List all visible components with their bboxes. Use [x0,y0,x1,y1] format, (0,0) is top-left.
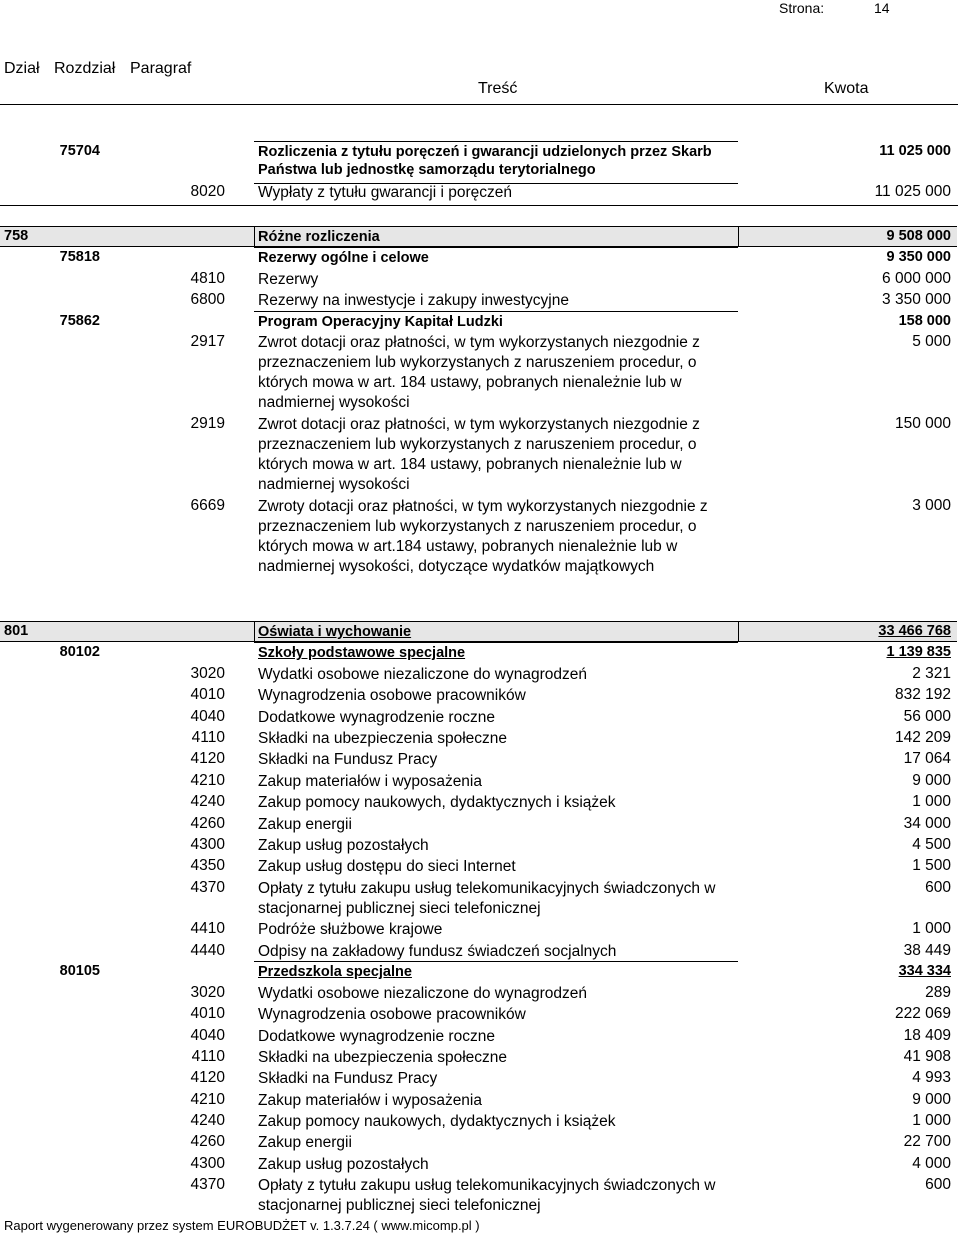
row-description: Wynagrodzenia osobowe pracowników [258,1006,526,1023]
page-number-value: 14 [874,0,890,16]
row-amount: 4 000 [912,1155,951,1172]
row-amount: 9 350 000 [886,249,951,265]
row-description: Zakup energii [258,816,352,833]
paragraf-code: 2917 [190,333,225,350]
rozdzial-code: 75704 [59,143,100,159]
paragraf-code: 4810 [190,270,225,287]
rozdzial-divider [254,961,738,962]
row-amount: 222 069 [894,1005,951,1022]
paragraf-code: 4300 [190,836,225,853]
row-description: Zakup usług pozostałych [258,837,429,854]
row-amount: 158 000 [898,313,951,329]
column-separator [254,622,255,641]
rozdzial-code: 75862 [59,313,100,329]
row-description: Zwrot dotacji oraz płatności, w tym wykorzystanych niezgodnie z przeznaczeniem lub wykorzystanych z naruszeniem procedur, o których mowa w art. 184 ustawy, pobranych nienależnie lub w nadmiernej wysokości [258,334,700,411]
column-separator [738,622,739,641]
row-description: Opłaty z tytułu zakupu usług telekomunikacyjnych świadczonych w stacjonarnej publicznej sieci telefonicznej [258,880,716,917]
row-description: Składki na ubezpieczenia społeczne [258,730,508,747]
row-amount: 1 000 [912,920,951,937]
row-amount: 6 000 000 [882,270,951,287]
row-description: Zakup materiałów i wyposażenia [258,773,482,790]
row-description: Zakup usług dostępu do sieci Internet [258,858,516,875]
paragraf-code: 4370 [190,1176,225,1193]
dzial-code: 801 [4,623,29,639]
section-divider [254,183,738,184]
row-description: Dodatkowe wynagrodzenie roczne [258,1028,495,1045]
paragraf-code: 4210 [190,1091,225,1108]
header-divider [0,104,958,105]
paragraf-code: 4110 [191,729,225,746]
row-amount: 4 500 [912,836,951,853]
rozdzial-code: 80105 [59,963,100,979]
column-separator [254,227,255,246]
row-amount: 38 449 [903,942,951,959]
header-paragraf: Paragraf [130,60,192,77]
row-description: Wynagrodzenia osobowe pracowników [258,687,526,704]
rozdzial-divider [254,642,738,643]
paragraf-code: 4240 [190,1112,225,1129]
row-description: Oświata i wychowanie [258,624,412,640]
row-description: Zakup pomocy naukowych, dydaktycznych i książek [258,794,616,811]
paragraf-code: 4410 [190,920,225,937]
paragraf-code: 6669 [190,497,225,514]
row-description: Zwroty dotacji oraz płatności, w tym wykorzystanych niezgodnie z przeznaczeniem lub wykorzystanych z naruszeniem procedur, o których mowa w art.184 ustawy, pobranych nienależnie lub w nadmiernej wysokości, dotyczące wydatków majątkowych [258,498,708,575]
row-amount: 9 000 [912,772,951,789]
paragraf-code: 4040 [190,1027,225,1044]
paragraf-code: 4300 [190,1155,225,1172]
row-amount: 334 334 [898,963,951,979]
row-description: Wydatki osobowe niezaliczone do wynagrodzeń [258,666,587,683]
paragraf-code: 4370 [190,879,225,896]
row-amount: 3 000 [912,497,951,514]
row-description: Opłaty z tytułu zakupu usług telekomunikacyjnych świadczonych w stacjonarnej publicznej sieci telefonicznej [258,1177,716,1214]
paragraf-code: 4260 [190,815,225,832]
paragraf-code: 4260 [190,1133,225,1150]
row-amount: 18 409 [903,1027,951,1044]
paragraf-code: 4040 [190,708,225,725]
row-description: Rezerwy ogólne i celowe [258,250,429,266]
paragraf-code: 8020 [190,183,225,200]
row-description: Zakup energii [258,1134,352,1151]
row-description: Wypłaty z tytułu gwarancji i poręczeń [258,184,512,201]
row-amount: 5 000 [912,333,951,350]
paragraf-code: 6800 [190,291,225,308]
header-dzial: Dział [4,60,40,77]
row-description: Odpisy na zakładowy fundusz świadczeń socjalnych [258,943,617,960]
row-description: Składki na Fundusz Pracy [258,1070,438,1087]
row-amount: 142 209 [894,729,951,746]
row-description: Zwrot dotacji oraz płatności, w tym wykorzystanych niezgodnie z przeznaczeniem lub wykorzystanych z naruszeniem procedur, o których mowa w art. 184 ustawy, pobranych nienależnie lub w nadmiernej wysokości [258,416,700,493]
paragraf-code: 4240 [190,793,225,810]
section-divider [0,205,958,206]
row-description: Zakup usług pozostałych [258,1156,429,1173]
row-description: Podróże służbowe krajowe [258,921,443,938]
row-description: Program Operacyjny Kapitał Ludzki [258,314,503,330]
row-description: Dodatkowe wynagrodzenie roczne [258,709,495,726]
page-number [0,0,960,16]
header-rozdzial: Rozdział [54,60,116,77]
row-description: Rozliczenia z tytułu poręczeń i gwarancji udzielonych przez Skarb Państwa lub jednostkę samorządu terytorialnego [258,144,712,178]
row-description: Składki na ubezpieczenia społeczne [258,1049,508,1066]
row-amount: 150 000 [894,415,951,432]
row-description: Zakup materiałów i wyposażenia [258,1092,482,1109]
page-label: Strona: [779,0,825,16]
paragraf-code: 3020 [190,665,225,682]
row-amount: 34 000 [903,815,951,832]
row-description: Rezerwy na inwestycje i zakupy inwestycyjne [258,292,569,309]
row-amount: 11 025 000 [879,143,951,159]
paragraf-code: 4010 [190,1005,225,1022]
row-amount: 11 025 000 [874,183,951,200]
header-tresc: Treść [478,80,518,97]
row-amount: 3 350 000 [882,291,951,308]
row-amount: 1 139 835 [886,644,951,660]
paragraf-code: 4120 [190,750,225,767]
row-description: Składki na Fundusz Pracy [258,751,438,768]
paragraf-code: 4440 [190,942,225,959]
paragraf-code: 4350 [190,857,225,874]
row-amount: 1 000 [912,793,951,810]
row-description: Rezerwy [258,271,319,288]
paragraf-code: 3020 [190,984,225,1001]
row-amount: 1 000 [912,1112,951,1129]
row-amount: 33 466 768 [878,623,951,639]
row-amount: 1 500 [912,857,951,874]
row-description: Różne rozliczenia [258,229,380,245]
row-amount: 9 000 [912,1091,951,1108]
row-description: Wydatki osobowe niezaliczone do wynagrodzeń [258,985,587,1002]
row-amount: 9 508 000 [886,228,951,244]
row-amount: 600 [925,1176,951,1193]
row-description: Przedszkola specjalne [258,964,412,980]
row-amount: 832 192 [894,686,951,703]
row-amount: 17 064 [903,750,951,767]
row-description: Szkoły podstawowe specjalne [258,645,466,661]
paragraf-code: 4210 [190,772,225,789]
header-kwota: Kwota [824,80,869,97]
column-separator [738,227,739,246]
row-amount: 289 [925,984,951,1001]
row-amount: 4 993 [912,1069,951,1086]
paragraf-code: 2919 [190,415,225,432]
row-amount: 600 [925,879,951,896]
rozdzial-divider [254,311,738,312]
row-description: Zakup pomocy naukowych, dydaktycznych i książek [258,1113,616,1130]
paragraf-code: 4120 [190,1069,225,1086]
rozdzial-divider [254,247,738,248]
rozdzial-divider [254,141,738,142]
dzial-code: 758 [4,228,29,244]
report-footer: Raport wygenerowany przez system EUROBUDŻET v. 1.3.7.24 ( www.micomp.pl ) [4,1218,480,1233]
row-amount: 56 000 [903,708,951,725]
row-amount: 2 321 [912,665,951,682]
row-amount: 41 908 [903,1048,951,1065]
paragraf-code: 4110 [191,1048,225,1065]
rozdzial-code: 80102 [59,644,100,660]
paragraf-code: 4010 [190,686,225,703]
rozdzial-code: 75818 [59,249,100,265]
row-amount: 22 700 [903,1133,951,1150]
